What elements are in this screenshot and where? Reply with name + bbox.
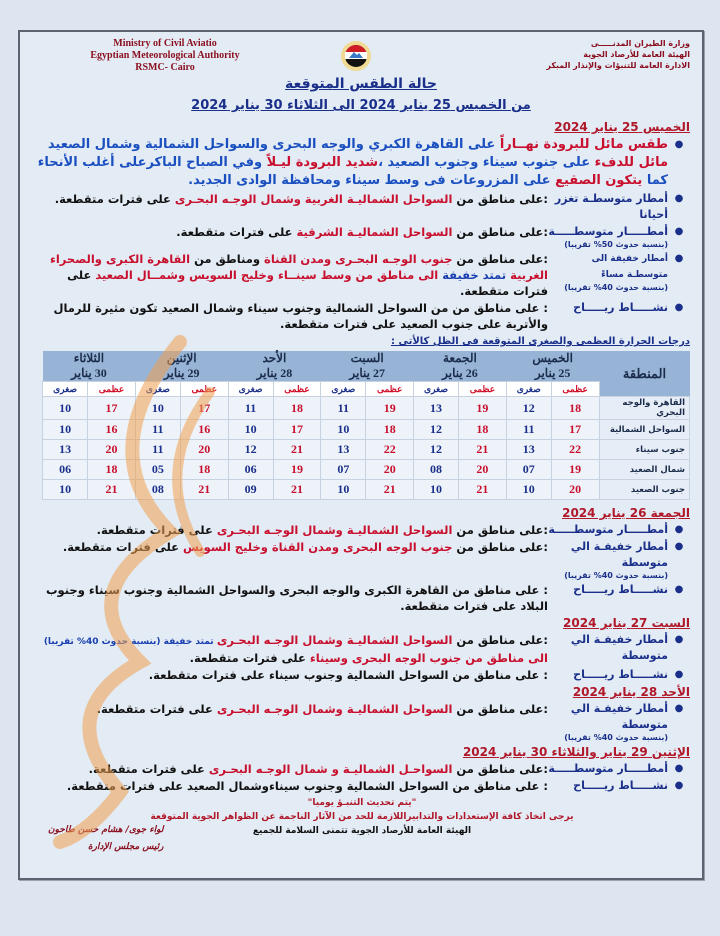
min-temp-cell: 10: [321, 480, 366, 500]
summary-text: على جنوب سيناء وجنوب الصعيد ،: [378, 155, 595, 170]
day-heading-thursday: الخميس 25 يناير 2024: [554, 120, 690, 134]
probability-note: (بنسبة حدوث 40% تقريبا): [564, 283, 668, 292]
item-text: على فترات متقطعة.: [88, 762, 209, 776]
item-region: السواحل الشماليـة الشرقية: [296, 225, 453, 239]
min-temp-cell: 11: [228, 397, 273, 420]
min-temp-cell: 11: [135, 420, 180, 440]
min-temp-cell: 10: [43, 420, 88, 440]
item-text: :على مناطق من: [452, 252, 548, 266]
bullet-icon: ●: [674, 139, 684, 150]
phenomenon-label: نشـــــاط ريـــــاح: [573, 668, 668, 681]
min-temp-cell: 10: [414, 480, 459, 500]
bullet-icon: ●: [674, 193, 684, 204]
min-temp-cell: 12: [414, 420, 459, 440]
phenomenon-label: أمطـــــار متوسطـــــة: [548, 225, 668, 238]
max-temp-subheader: عظمى: [88, 382, 136, 397]
min-temp-cell: 08: [135, 480, 180, 500]
summary-cold-day: طقس مائل للبرودة نهــاراً: [499, 137, 668, 152]
forecast-item: [34, 582, 690, 614]
min-temp-cell: 10: [135, 397, 180, 420]
min-temp-subheader: صغرى: [506, 382, 551, 397]
temperature-table-caption: درجات الحرارة العظمى والصغرى المتوقعة فى الظل كالأتى :: [390, 336, 690, 347]
max-temp-cell: 20: [88, 440, 136, 460]
max-temp-cell: 17: [88, 397, 136, 420]
forecast-item: [34, 300, 690, 332]
authority-line: Egyptian Meteorological Authority: [90, 50, 240, 61]
max-temp-cell: 17: [551, 420, 599, 440]
summary-text: وفي الصباح الباكرعلى أغلب الأنحاء كما: [37, 155, 668, 188]
region-cell: القاهرة والوجه البحري: [599, 397, 690, 420]
max-temp-cell: 16: [180, 420, 228, 440]
bullet-icon: ●: [674, 780, 684, 791]
item-text: على فترات متقطعة.: [96, 523, 217, 537]
item-region: السواحـل الشماليـة و شمال الوجـه البحـرى: [208, 762, 453, 776]
min-temp-cell: 13: [414, 397, 459, 420]
table-row: [43, 480, 690, 500]
min-temp-cell: 12: [506, 397, 551, 420]
item-text: :على مناطق من: [452, 762, 548, 776]
phenomenon-label: أمطـــــار متوسطـــــة: [548, 762, 668, 775]
signatory-title: رئيس مجلس الإدارة: [87, 842, 164, 852]
max-temp-cell: 21: [366, 480, 414, 500]
phenomenon-label: أمطار خفيفة الى متوسطـة مساءً: [591, 254, 668, 280]
max-temp-subheader: عظمى: [551, 382, 599, 397]
document-title: حالة الطقس المتوقعة: [285, 76, 437, 92]
phenomenon-label: أمطار خفيفـة الي متوسطة: [570, 633, 668, 662]
min-temp-cell: 06: [43, 460, 88, 480]
max-temp-cell: 22: [366, 440, 414, 460]
max-temp-cell: 18: [366, 420, 414, 440]
region-cell: السواحل الشمالية: [599, 420, 690, 440]
department-ar-line: الادارة العامة للتنبؤات والإنذار المبكر: [546, 61, 690, 70]
min-temp-cell: 11: [321, 397, 366, 420]
probability-note: (بنسبة حدوث 50% تقريبا): [564, 240, 668, 249]
forecast-item: [34, 191, 690, 223]
day-heading-saturday: السبت 27 يناير 2024: [563, 616, 690, 630]
bullet-icon: ●: [674, 584, 684, 595]
min-temp-cell: 06: [228, 460, 273, 480]
item-text: على فترات متقطعة.: [96, 702, 217, 716]
item-text: :على مناطق من: [452, 633, 548, 647]
item-text: : على مناطق من من السواحل الشمالية وجنوب سيناء وشمال الصعيد تكون مثيرة للرمال والأتربة على جنوب الصعيد على فترات متقطعة.: [53, 301, 548, 331]
phenomenon-label: أمطار متوسطـة تغزر أحيانا: [554, 192, 668, 221]
summary-text: على القاهرة الكبري والوجه البحرى والسواحل الشمالية وشمال الصعيد: [47, 137, 500, 152]
item-text: ومناطق من: [190, 252, 265, 266]
min-temp-cell: 10: [506, 480, 551, 500]
min-temp-subheader: صغرى: [321, 382, 366, 397]
max-temp-cell: 20: [551, 480, 599, 500]
item-text: على فترات متقطعة.: [176, 225, 297, 239]
bullet-icon: ●: [674, 634, 684, 645]
rsmc-line: RSMC- Cairo: [135, 62, 195, 73]
max-min-subheader: [43, 382, 690, 397]
update-notice: "يتم تحديث التنبـؤ يوميا": [307, 798, 417, 808]
safety-wish: الهيئة العامة للأرصاد الجوية تتمنى السلامة للجميع: [252, 826, 472, 836]
item-region: السواحل الشماليـة وشمال الوجـه البحـرى: [216, 523, 453, 537]
max-temp-cell: 19: [551, 460, 599, 480]
min-temp-cell: 11: [506, 420, 551, 440]
max-temp-cell: 20: [366, 460, 414, 480]
item-region: الى مناطق من وسط سينــاء وخليج السويس وشمــال الصعيد: [95, 268, 439, 282]
max-temp-cell: 21: [273, 480, 321, 500]
min-temp-cell: 13: [43, 440, 88, 460]
day-column-header: الجمعة 26 يناير: [414, 351, 507, 382]
table-row: [43, 420, 690, 440]
bullet-icon: ●: [674, 763, 684, 774]
header-english: [80, 38, 250, 74]
item-text: :على مناطق من: [452, 523, 548, 537]
item-extension: تمتد خفيفة (بنسبة حدوث 40% تقريبا): [43, 637, 217, 647]
region-cell: جنوب الصعيد: [599, 480, 690, 500]
max-temp-cell: 21: [180, 480, 228, 500]
bullet-icon: ●: [674, 669, 684, 680]
phenomenon-label: أمطار خفيفـة الي متوسطة: [570, 702, 668, 731]
forecast-document: [18, 30, 704, 880]
phenomenon-label: أمطار خفيفـة الي متوسطة: [570, 540, 668, 569]
min-temp-cell: 07: [506, 460, 551, 480]
item-text: على فترات متقطعة.: [62, 540, 184, 554]
item-extension: تمتد خفيفة: [438, 268, 511, 282]
item-text: :على مناطق من: [452, 225, 548, 239]
item-region: السواحل الشماليـة الغربية وشمال الوجـه البحـرى: [174, 192, 453, 206]
min-temp-subheader: صغرى: [228, 382, 273, 397]
max-temp-cell: 17: [180, 397, 228, 420]
min-temp-cell: 11: [135, 440, 180, 460]
day-heading-sunday: الأحد 28 يناير 2024: [572, 685, 690, 699]
ministry-ar-line: وزارة الطيران المدنـــــى: [590, 39, 690, 48]
day-column-header: الخميس 25 يناير: [506, 351, 599, 382]
min-temp-cell: 09: [228, 480, 273, 500]
max-temp-cell: 16: [88, 420, 136, 440]
item-text: على فترات متقطعة.: [67, 268, 548, 298]
day-column-header: الثلاثاء 30 يناير: [43, 351, 136, 382]
max-temp-cell: 18: [273, 397, 321, 420]
item-region: القاهرة الكبرى والصحراء الغربية: [49, 252, 548, 282]
max-temp-cell: 18: [88, 460, 136, 480]
signature-block: [48, 822, 163, 856]
min-temp-subheader: صغرى: [43, 382, 88, 397]
header-arabic: [490, 38, 690, 71]
bullet-icon: ●: [674, 703, 684, 714]
advisory-text: يرجى اتخاذ كافة الإستعدادات والتدابيراللازمة للحد من الآثار الناجمة عن الظواهر الجوية المتوقعة: [150, 812, 574, 822]
forecast-item: [34, 632, 690, 666]
max-temp-cell: 20: [180, 440, 228, 460]
day-column-header: الإثنين 29 يناير: [135, 351, 228, 382]
max-temp-cell: 21: [459, 440, 507, 460]
authority-ar-line: الهيئة العامة للأرصاد الجوية: [583, 50, 690, 59]
max-temp-cell: 18: [459, 420, 507, 440]
item-region: الى مناطق من جنوب الوجه البحرى وسيناء: [309, 651, 548, 665]
item-text: :على مناطق من: [452, 192, 548, 206]
min-temp-cell: 10: [321, 420, 366, 440]
max-temp-cell: 22: [551, 440, 599, 460]
probability-note: (بنسبة حدوث 40% تقريبا): [564, 733, 668, 742]
item-text: : على مناطق من القاهرة الكبرى والوجه البحرى والسواحل الشمالية وجنوب سيناء وجنوب البلاد على فترات متقطعة.: [45, 583, 548, 613]
max-temp-cell: 19: [459, 397, 507, 420]
min-temp-subheader: صغرى: [414, 382, 459, 397]
max-temp-cell: 21: [459, 480, 507, 500]
day-column-header: السبت 27 يناير: [321, 351, 414, 382]
ministry-line: Ministry of Civil Aviatio: [113, 38, 217, 49]
bullet-icon: ●: [674, 541, 684, 552]
min-temp-cell: 10: [43, 397, 88, 420]
table-row: [43, 440, 690, 460]
temperature-table: [42, 351, 690, 500]
forecast-item: [34, 251, 690, 299]
signatory-name: لواء جوى/ هشام حسن طاحون: [48, 825, 164, 835]
min-temp-cell: 07: [321, 460, 366, 480]
min-temp-subheader: صغرى: [135, 382, 180, 397]
forecast-item: [34, 761, 690, 777]
max-temp-cell: 19: [366, 397, 414, 420]
item-region: السواحل الشماليـة وشمال الوجـه البحـرى: [216, 633, 453, 647]
item-text: : على مناطق من السواحل الشمالية وجنوب سيناء على فترات متقطعة.: [148, 668, 548, 682]
probability-note: (بنسبة حدوث 40% تقريبا): [564, 571, 668, 580]
temperature-table-body: [43, 397, 690, 500]
bullet-icon: ●: [674, 253, 684, 264]
document-subtitle: من الخميس 25 يناير 2024 الى الثلاثاء 30 يناير 2024: [191, 98, 531, 113]
max-temp-cell: 17: [273, 420, 321, 440]
forecast-item: [34, 522, 690, 538]
region-column-header: المنطقة: [599, 351, 690, 397]
min-temp-cell: 13: [506, 440, 551, 460]
summary-frost: يتكون الصقيع: [555, 173, 643, 188]
min-temp-cell: 10: [228, 420, 273, 440]
min-temp-cell: 10: [43, 480, 88, 500]
min-temp-cell: 12: [414, 440, 459, 460]
max-temp-cell: 18: [551, 397, 599, 420]
region-cell: جنوب سيناء: [599, 440, 690, 460]
phenomenon-label: نشـــــاط ريـــــاح: [573, 583, 668, 596]
bullet-icon: ●: [674, 226, 684, 237]
forecast-item: [34, 778, 690, 794]
table-row: [43, 460, 690, 480]
day-column-header: الأحد 28 يناير: [228, 351, 321, 382]
phenomenon-label: أمطـــــار متوسطـــــة: [548, 523, 668, 536]
item-region: السواحل الشماليـة وشمال الوجـه البحـرى: [216, 702, 453, 716]
item-region: جنوب الوجـه البحـرى ومدن القناة: [264, 252, 453, 266]
phenomenon-label: نشـــــاط ريـــــاح: [573, 779, 668, 792]
phenomenon-label: نشـــــاط ريـــــاح: [573, 301, 668, 314]
max-temp-cell: 19: [273, 460, 321, 480]
item-text: على فترات متقطعة.: [54, 192, 175, 206]
min-temp-cell: 13: [321, 440, 366, 460]
summary-text: على المزروعات فى وسط سيناء ومحافظة الوادى الجديد.: [188, 173, 556, 188]
forecast-item: [34, 224, 690, 250]
max-temp-cell: 18: [180, 460, 228, 480]
max-temp-subheader: عظمى: [366, 382, 414, 397]
bullet-icon: ●: [674, 524, 684, 535]
min-temp-cell: 05: [135, 460, 180, 480]
max-temp-subheader: عظمى: [180, 382, 228, 397]
min-temp-cell: 12: [228, 440, 273, 460]
min-temp-cell: 08: [414, 460, 459, 480]
forecast-item: [34, 701, 690, 743]
region-cell: شمال الصعيد: [599, 460, 690, 480]
summary-warm: مائل للدفء: [594, 155, 668, 170]
max-temp-cell: 21: [273, 440, 321, 460]
item-text: على فترات متقطعة.: [189, 651, 310, 665]
day-heading-friday: الجمعة 26 يناير 2024: [562, 506, 690, 520]
day-heading-monday-tuesday: الإثنين 29 يناير والثلاثاء 30 يناير 2024: [462, 745, 690, 759]
forecast-item: [34, 539, 690, 581]
item-text: :على مناطق من: [452, 702, 548, 716]
max-temp-cell: 21: [88, 480, 136, 500]
item-text: : على مناطق من السواحل الشمالية وجنوب سيناءوشمال الصعيد على فترات متقطعة.: [66, 779, 548, 793]
table-row: [43, 397, 690, 420]
max-temp-subheader: عظمى: [459, 382, 507, 397]
item-region: جنوب الوجه البحرى ومدن القناة وخليج السويس: [183, 540, 453, 554]
item-text: :على مناطق من: [452, 540, 548, 554]
summary-cold-night: شديد البرودة ليـلاً: [266, 155, 379, 170]
forecast-content: [34, 118, 690, 838]
max-temp-subheader: عظمى: [273, 382, 321, 397]
forecast-item: [34, 667, 690, 683]
general-summary: [34, 136, 690, 190]
max-temp-cell: 20: [459, 460, 507, 480]
bullet-icon: ●: [674, 302, 684, 313]
